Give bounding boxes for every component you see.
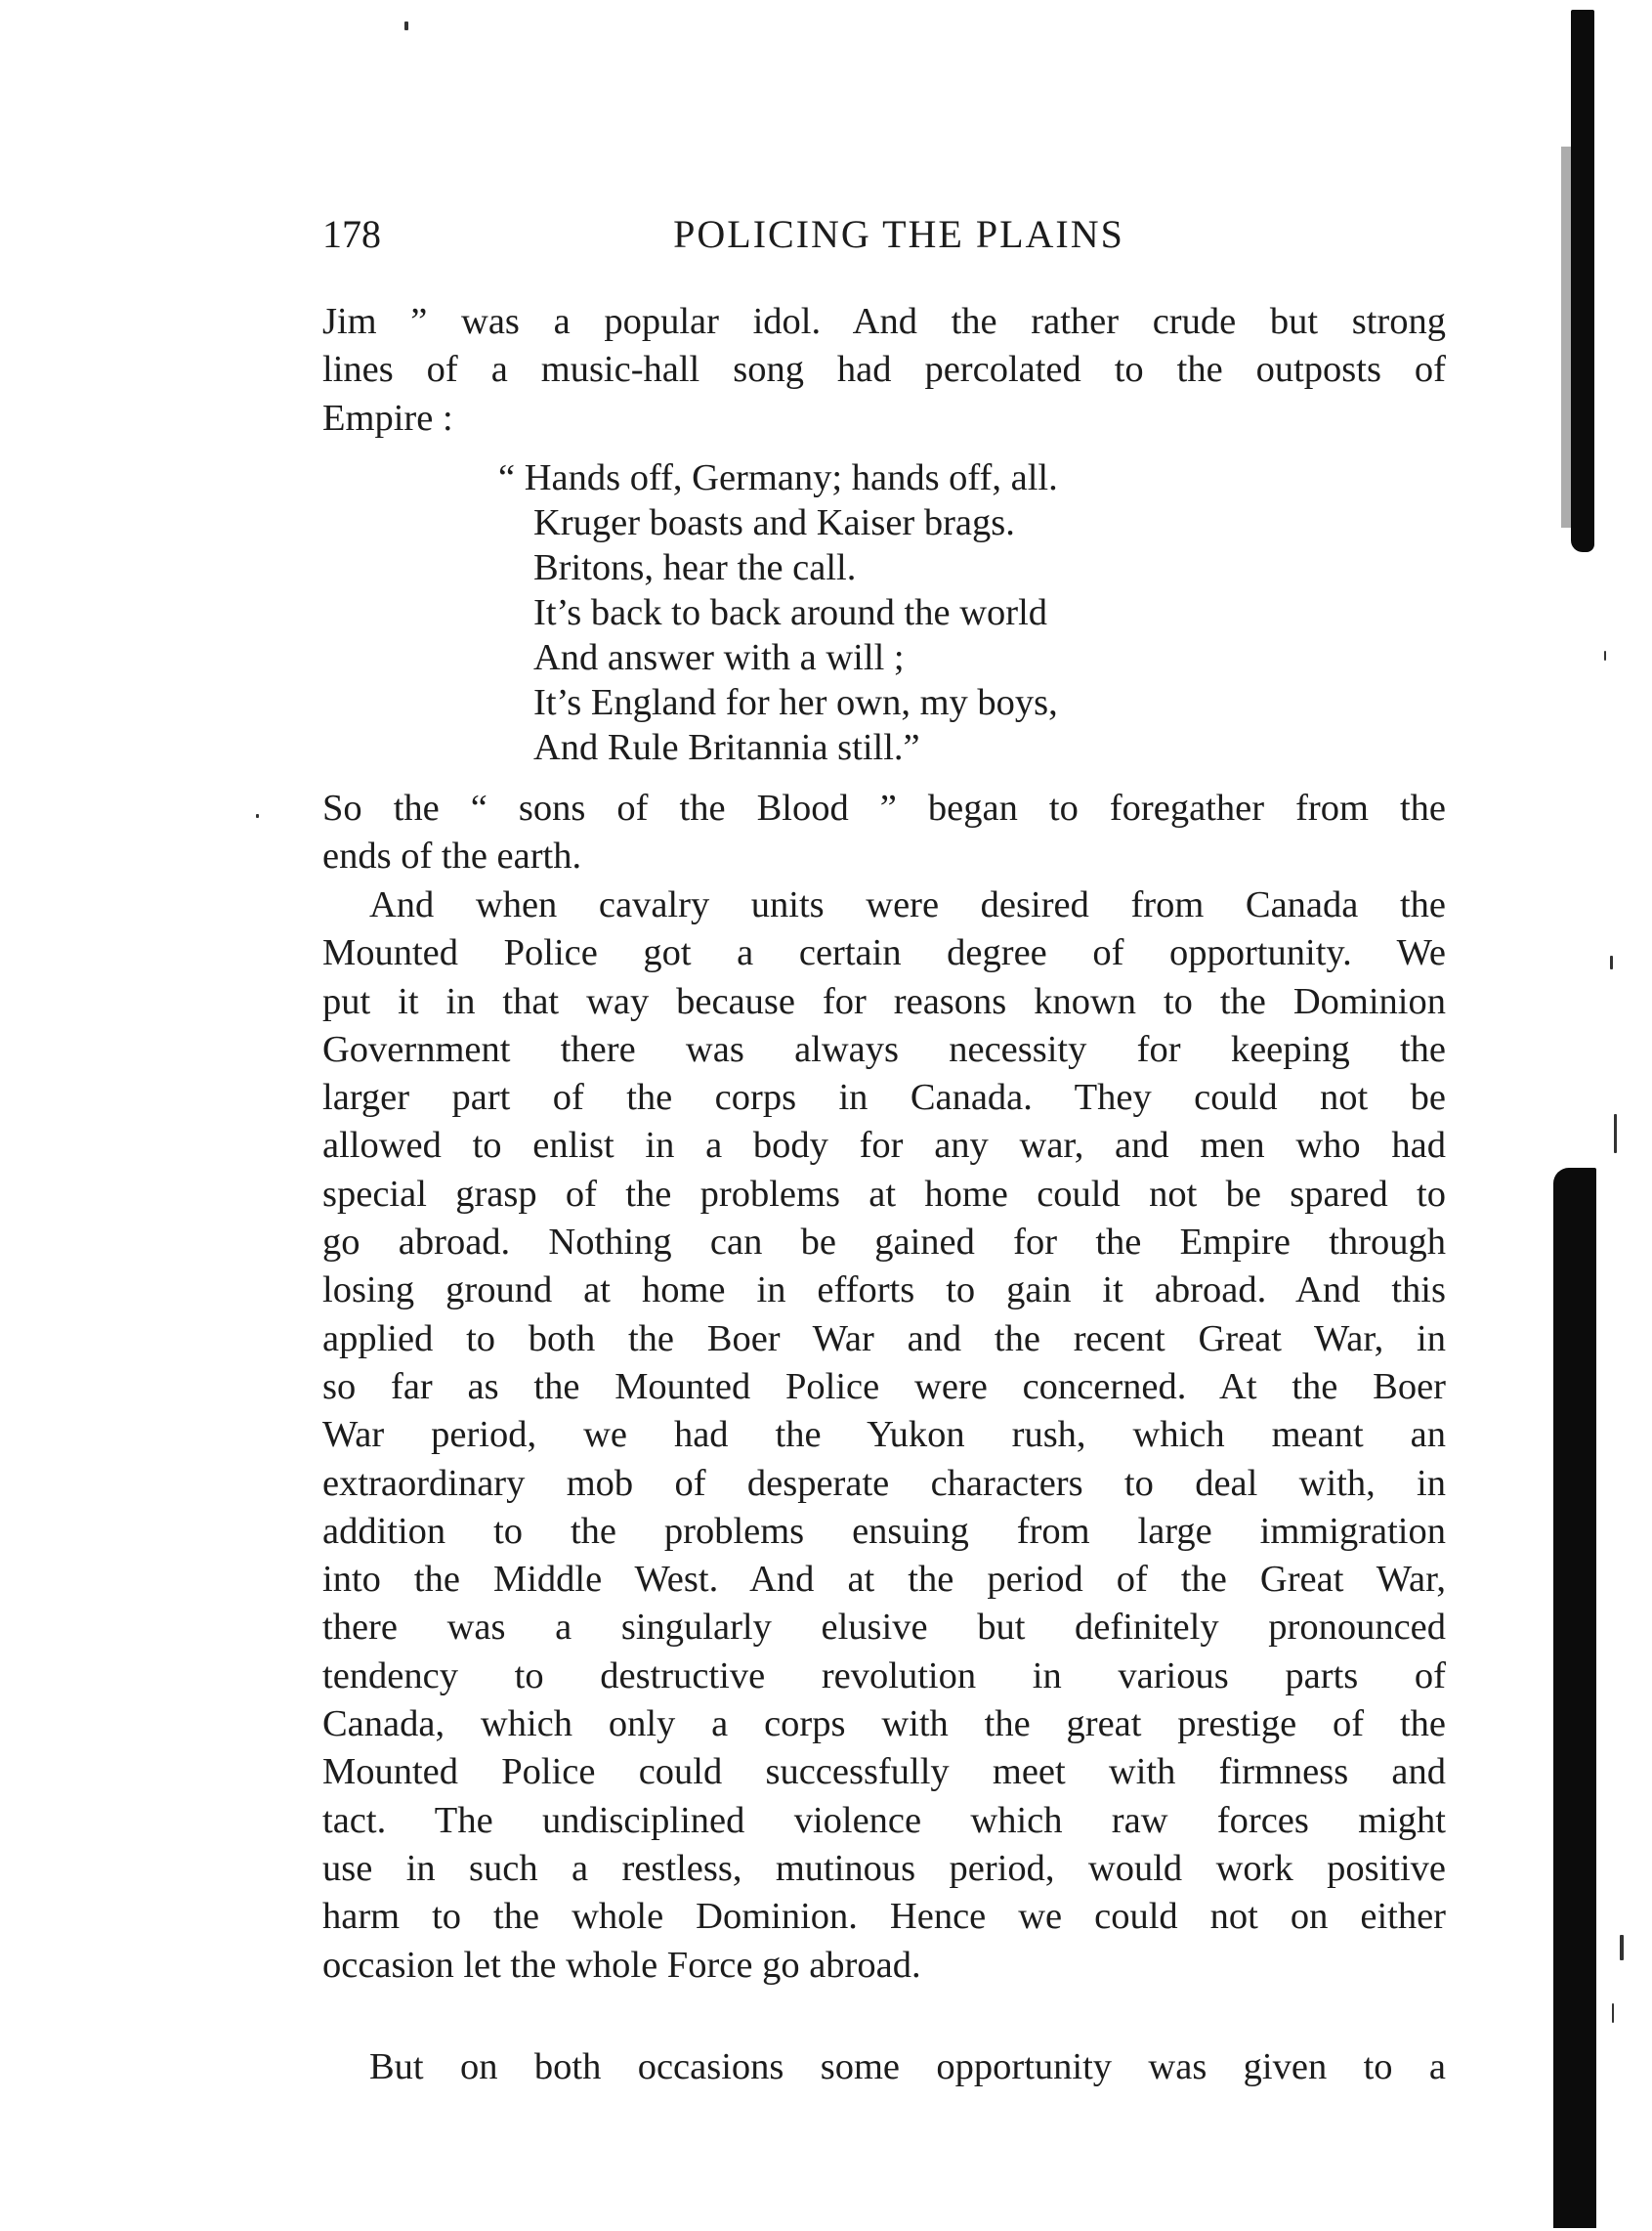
verse-line: And answer with a will ; (533, 637, 905, 678)
paragraph (322, 298, 1446, 443)
text-line: so far as the Mounted Police were concerned. At the Boer (322, 1365, 1446, 1407)
scan-speck (1610, 956, 1613, 969)
text-line: lines of a music-hall song had percolated to the outposts of (322, 349, 1446, 391)
text-line: But on both occasions some opportunity was given to a (369, 2046, 1446, 2087)
text-line: allowed to enlist in a body for any war, and men who had (322, 1125, 1446, 1167)
text-line: Empire : (322, 397, 453, 439)
text-line: put it in that way because for reasons known to the Dominion (322, 980, 1446, 1022)
text-line: ends of the earth. (322, 836, 582, 878)
verse-line: It’s England for her own, my boys, (533, 682, 1058, 723)
verse-line: “ Hands off, Germany; hands off, all. (498, 457, 1058, 498)
verse-line: Britons, hear the call. (533, 547, 857, 588)
text-line: Government there was always necessity for keeping the (322, 1028, 1446, 1070)
text-line: larger part of the corps in Canada. They could not be (322, 1077, 1446, 1119)
text-line: Mounted Police got a certain degree of opportunity. We (322, 932, 1446, 974)
page-number: 178 (322, 212, 381, 256)
paragraph (322, 881, 1446, 1990)
verse-line: It’s back to back around the world (533, 592, 1048, 633)
text-line: into the Middle West. And at the period of the Great War, (322, 1559, 1446, 1601)
text-line: tendency to destructive revolution in various parts of (322, 1654, 1446, 1696)
scan-speck (1620, 1935, 1624, 1960)
text-line: extraordinary mob of desperate characters to deal with, in (322, 1462, 1446, 1504)
binding-edge-top (1571, 10, 1594, 552)
text-line: go abroad. Nothing can be gained for the Empire through (322, 1222, 1446, 1264)
text-line: occasion let the whole Force go abroad. (322, 1944, 921, 1986)
text-line: And when cavalry units were desired from Canada the (369, 884, 1446, 925)
verse-line: And Rule Britannia still.” (533, 727, 920, 768)
text-line: there was a singularly elusive but definitely pronounced (322, 1607, 1446, 1649)
paragraph (322, 2043, 1446, 2091)
page-header (322, 205, 1446, 264)
text-line: Jim ” was a popular idol. And the rather crude but strong (322, 301, 1446, 342)
text-line: So the “ sons of the Blood ” began to foregather from the (322, 788, 1446, 829)
text-line: applied to both the Boer War and the recent Great War, in (322, 1317, 1446, 1359)
scan-speck (1612, 2003, 1614, 2023)
paragraph (322, 785, 1446, 881)
running-title: POLICING THE PLAINS (673, 212, 1124, 256)
binding-edge-bottom (1553, 1168, 1596, 2228)
text-line: War period, we had the Yukon rush, which meant an (322, 1414, 1446, 1456)
text-line: Canada, which only a corps with the great prestige of the (322, 1703, 1446, 1745)
text-line: losing ground at home in efforts to gain it abroad. And this (322, 1269, 1446, 1311)
verse-quotation (498, 455, 1058, 770)
text-line: tact. The undisciplined violence which raw forces might (322, 1799, 1446, 1841)
text-line: Mounted Police could successfully meet with firmness and (322, 1751, 1446, 1793)
text-line: harm to the whole Dominion. Hence we could not on either (322, 1896, 1446, 1938)
scan-speck (1604, 651, 1606, 661)
text-line: addition to the problems ensuing from large immigration (322, 1510, 1446, 1552)
scan-speck (404, 21, 408, 30)
text-line: use in such a restless, mutinous period, would work positive (322, 1847, 1446, 1889)
verse-line: Kruger boasts and Kaiser brags. (533, 502, 1015, 543)
text-line: special grasp of the problems at home could not be spared to (322, 1173, 1446, 1215)
scan-speck (1614, 1114, 1617, 1153)
scan-speck (256, 814, 259, 818)
